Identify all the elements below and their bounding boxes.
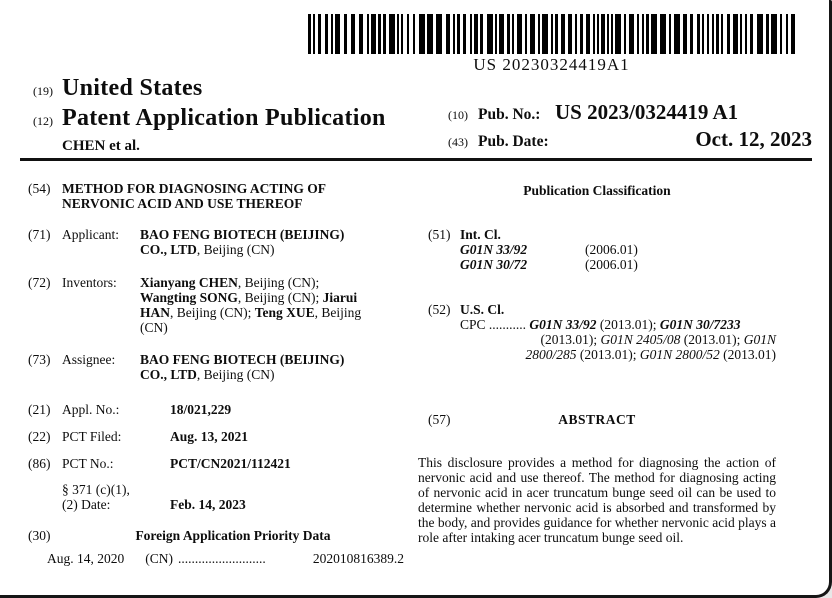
assignee-value: BAO FENG BIOTECH (BEIJING) CO., LTD, Beijing (CN) [140,352,345,382]
pct-filed-row [20,429,404,444]
applicant-value: BAO FENG BIOTECH (BEIJING) CO., LTD, Beijing (CN) [140,227,345,257]
applicant-label: Applicant: [62,227,119,242]
publication-number: US 2023/0324419 A1 [555,100,739,124]
kind-code-12-label: (12) [33,114,53,128]
header-divider [20,158,812,161]
inid-43-label: (43) [448,135,468,149]
us-cl-row [418,302,776,317]
document-type: Patent Application Publication [62,105,386,131]
priority-data-row [20,551,404,566]
date2-value: Feb. 14, 2023 [170,497,246,512]
assignee-label: Assignee: [62,352,116,367]
int-cl-entry [460,257,776,272]
inid-54-label: (54) [28,181,51,196]
barcode-block [308,14,795,75]
abstract-heading-row [418,412,776,427]
priority-country: (CN) [145,551,173,566]
inid-51-label: (51) [428,227,451,242]
country-name: United States [62,75,203,101]
pub-date-label: Pub. Date: [478,133,549,150]
priority-heading: Foreign Application Priority Data [135,528,331,543]
bibliographic-column [20,181,404,566]
classification-column [418,183,776,545]
inventors-value: Xianyang CHEN, Beijing (CN); Wangting SONG, Beijing (CN); Jiarui HAN, Beijing (CN); Teng XUE, Beijing (CN) [140,275,362,335]
priority-application-number: 202010816389.2 [312,551,404,566]
inid-73-label: (73) [28,352,51,367]
title-row [20,181,404,211]
invention-title: METHOD FOR DIAGNOSING ACTING OF NERVONIC ACID AND USE THEREOF [62,181,327,211]
inid-72-label: (72) [28,275,51,290]
int-cl-code: G01N 33/92 [460,242,528,257]
pct-filed-label: PCT Filed: [62,429,122,444]
section-371-clause: § 371 (c)(1), [62,482,130,497]
inventors-label: Inventors: [62,275,117,290]
pct-filed-value: Aug. 13, 2021 [170,429,249,444]
priority-date: Aug. 14, 2020 [47,551,125,566]
inid-30-label: (30) [28,528,51,543]
inid-86-label: (86) [28,456,51,471]
publication-date: Oct. 12, 2023 [695,127,812,151]
dot-leader: .......................... [178,551,266,566]
barcode-number: US 20230324419A1 [473,55,630,74]
first-named-inventor: CHEN et al. [62,138,140,154]
inid-21-label: (21) [28,402,51,417]
applicant-row [20,227,404,257]
appl-no-value: 18/021,229 [170,402,232,417]
us-cl-label: U.S. Cl. [460,302,505,317]
pub-no-label: Pub. No.: [478,106,541,123]
header-right [448,100,812,152]
abstract-heading: ABSTRACT [558,412,636,427]
int-cl-label: Int. Cl. [460,227,501,242]
pct-no-value: PCT/CN2021/112421 [170,456,291,471]
section-371-date-row [62,497,404,512]
publication-classification-heading: Publication Classification [523,183,671,198]
header-left [20,75,386,155]
inid-57-label: (57) [428,412,451,427]
appl-no-row [20,402,404,417]
abstract-text: This disclosure provides a method for diagnosing the action of nervonic acid and use thereof. The method for diagnosing acting of nervonic acid in acer truncatum bunge seed oil can be used to determine whether nervonic acid is absorbed and transformed by the body, and provides guidance for whether nervonic acid plays a role after intaking acer truncatum bunge seed oil. [418,455,776,545]
cpc-classification: CPC ........... G01N 33/92 (2013.01); G01N 30/7233 (2013.01); G01N 2405/08 (2013.01); G01N 2800/285 (2013.01); G01N 2800/52 (2013.01) [460,317,776,362]
int-cl-version: (2006.01) [585,257,638,272]
pct-no-row [20,456,404,471]
inid-71-label: (71) [28,227,51,242]
date2-label: (2) Date: [62,497,111,512]
inid-10-label: (10) [448,108,468,122]
int-cl-code: G01N 30/72 [460,257,528,272]
inid-52-label: (52) [428,302,451,317]
barcode-icon [308,14,795,54]
int-cl-row [418,227,776,242]
assignee-row [20,352,404,382]
inventors-row [20,275,404,335]
inid-22-label: (22) [28,429,51,444]
kind-code-19-label: (19) [33,84,53,98]
priority-heading-row [20,528,404,543]
int-cl-entry [460,242,776,257]
pct-no-label: PCT No.: [62,456,114,471]
appl-no-label: Appl. No.: [62,402,120,417]
section-371-block [62,482,404,512]
int-cl-version: (2006.01) [585,242,638,257]
